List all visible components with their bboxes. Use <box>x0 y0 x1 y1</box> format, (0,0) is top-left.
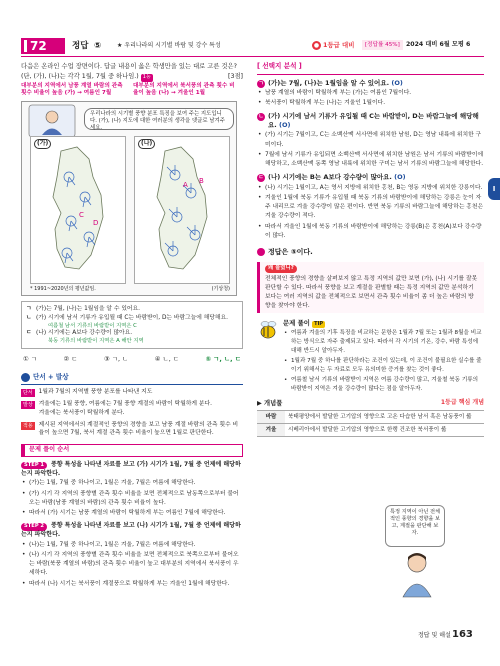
analysis-bullet: • 7월에 남서 기류가 유입되면 소백산맥 서사면에 위치한 남원은 남서 기류의 바람받이에 해당하고, 소백산맥 동쪽 영남 내륙에 위치한 구미는 남서 기류의 바람그늘에 해당한다. <box>257 151 484 170</box>
analysis-bullet: • 겨울인 1월에 북동 기류가 유입될 때 북동 기류의 바람받이에 해당하는 강릉은 눈이 자주 내리므로 겨울 강수량이 많은 편이다. 반면 북동 기류의 바람그늘에 해당하는 홍천은 겨울 강수량이 적다. <box>257 194 484 222</box>
analysis-item-status: (O) <box>279 121 291 130</box>
header-divider <box>21 56 484 57</box>
student-illustration <box>385 505 453 600</box>
clue-key: 단서 <box>23 390 33 397</box>
concept-table <box>257 410 484 437</box>
teacher-speech-bubble: 우리나라의 시기별 풍향 분포 특징을 보여 주는 지도입니다. (가), (나) 지도에 대한 여러분의 생각을 댓글로 남겨주세요. <box>84 108 234 130</box>
svg-text:A: A <box>183 180 188 189</box>
answer-label: 정답 <box>72 41 89 51</box>
analysis-item <box>257 173 484 241</box>
tip-chip: TIP <box>314 321 324 328</box>
concept-value: 북태평양에서 발달한 고기압의 영향으로 고온 다습한 남서 혹은 남동풍이 붊 <box>285 411 484 424</box>
step-2-tag: STEP 2 <box>21 523 47 531</box>
chapter-side-tab[interactable]: I <box>488 178 500 200</box>
concept-key: 겨울 <box>257 424 285 437</box>
answer-statement <box>257 247 484 257</box>
grade-label: 1등급 대비 <box>323 41 355 49</box>
analysis-bullet: • 남풍 계열의 바람이 탁월하게 부는 (가)는 여름인 7월이다. <box>257 89 484 98</box>
clue-text: 1월과 7월의 지역별 풍향 분포를 나타낸 지도 <box>38 389 153 396</box>
idea-text: 겨울에는 1월 풍향, 여름에는 7월 풍향 계절의 바람이 탁월하게 분다. <box>38 401 212 408</box>
analysis-item <box>257 79 484 109</box>
answer-dot-icon <box>257 248 265 256</box>
step-1-bullet: • 따라서 (가) 시기는 남풍 계열의 바람이 탁월하게 부는 여름인 7월에 해당한다. <box>21 509 243 518</box>
svg-text:D: D <box>93 218 99 227</box>
why-wrong-box <box>257 262 484 313</box>
solve-tip <box>257 319 484 394</box>
clue-row <box>21 388 243 397</box>
analysis-item <box>257 112 484 169</box>
step-2-bullet: • (나)는 1월, 7월 중 하나이고, 1월은 겨울, 7월은 여름에 해당한다. <box>21 541 243 550</box>
analysis-item-status: (O) <box>394 173 406 182</box>
analysis-item-title: (가)는 7월, (나)는 1월임을 알 수 있어요. <box>268 78 390 87</box>
option-correct[interactable]: ⑤ ㄱ, ㄴ, ㄷ <box>205 355 241 364</box>
question-topic: ★ 우리나라의 시기별 바람 및 강수 특성 <box>117 42 221 49</box>
statement-row <box>26 329 238 338</box>
svg-text:B: B <box>199 176 204 185</box>
statement-text: (가) 시기에 남서 기류가 유입될 때 C는 바람받이, D는 바람그늘에 해당해요. <box>36 314 228 321</box>
hint-row <box>21 83 243 98</box>
step-1 <box>21 461 243 478</box>
step-1-tag: STEP 1 <box>21 462 47 470</box>
tip-bullet: • 여름철 남서 기류의 바람받이 지역은 여름 강수량이 많고, 겨울철 북동 기류의 바람받이 지역은 겨울 강수량이 많다는 점을 알아두자. <box>283 376 484 394</box>
wind-map-figure <box>21 101 237 296</box>
hint-a: 대부분의 지역에서 남풍 계열 바람의 관측 횟수 비율이 높음 (가) → 여름인 7월 <box>21 82 123 97</box>
analysis-item-mark: ㄴ <box>258 114 264 121</box>
map-a <box>30 136 126 284</box>
why-wrong-text: 전체적인 풍향의 경향을 살펴보지 않고 특정 지역의 값만 보면 (가), (나) 시기를 잘못 판단할 수 있다. 따라서 풍향을 보고 계절을 판별할 때는 특정 지역의 값만 분석하기 보다는 여러 지역의 값을 전체적으로 보면서 관측 횟수 비율이 좀 더 높은 바람의 방향을 찾아야 한다. <box>265 276 478 310</box>
footer-label: 정답 및 해설 <box>418 632 451 639</box>
apply-text: 제시된 지역에서의 계절적인 풍향의 경향을 보고 남풍 계절 바람의 관측 횟수 비율이 높으면 7월, 북서 계절 관측 횟수 비율이 높으면 1월로 판단한다. <box>38 421 239 437</box>
statement-text: (나) 시기에는 A보다 강수량이 많아요. <box>36 330 133 337</box>
concept-row <box>257 411 484 424</box>
option[interactable]: ① ㄱ <box>23 355 37 364</box>
clue-section-title <box>21 373 243 383</box>
statement-note: 여름철 남서 기류의 바람받이 지역은 C <box>48 322 137 329</box>
step-1-title: 풍향 특성을 나타낸 자료를 보고 (가) 시기가 1월, 7월 중 언제에 해당하는지 파악한다. <box>21 460 241 477</box>
analysis-item-title: (가) 시기에 남서 기류가 유입될 때 C는 바람받이, D는 바람그늘에 해당해요. <box>268 112 479 130</box>
option[interactable]: ④ ㄴ, ㄷ <box>154 355 179 364</box>
question-text: 다음은 온라인 수업 장면이다. 답글 내용이 옳은 학생만을 있는 대로 고른 것은? (단, (가), (나)는 각각 1월, 7월 중 하나임.) <box>21 63 237 80</box>
clue-divider <box>21 384 243 385</box>
clue-icon <box>21 373 30 382</box>
analysis-divider <box>257 74 484 75</box>
why-wrong-tag: 왜 틀렸니? <box>265 265 297 273</box>
teacher-icon <box>28 104 76 138</box>
statement-note: 북동 기류의 바람받이 지역은 A 해안 지역 <box>48 338 144 345</box>
map-a-label: (가) <box>34 139 51 150</box>
right-column <box>257 62 484 437</box>
analysis-item-mark: ㄷ <box>258 175 264 182</box>
option[interactable]: ② ㄷ <box>63 355 78 364</box>
figure-source: (기상청) <box>211 285 230 292</box>
answer-statement-text: 정답은 ⑤이다. <box>268 248 313 257</box>
question-points: [3점] <box>227 72 243 80</box>
page-number: 163 <box>452 629 473 640</box>
figure-footnote: * 1991~2020년의 평년값임. <box>30 285 96 292</box>
concept-key: 바람 <box>257 411 285 424</box>
step-2-bullet: • 따라서 (나) 시기는 북서풍이 계절풍으로 탁월하게 부는 겨울인 1월에 해당한다. <box>21 580 243 589</box>
question-number-box <box>21 38 65 54</box>
step-2-bullet: • (나) 시기 각 지역의 풍향별 관측 횟수 비율을 보면 전체적으로 북쪽으로부터 불어오는 바람(북풍 계열의 바람)의 관측 횟수 비율이 높고 대부분의 지역에서 북서풍이 우세하다. <box>21 551 243 579</box>
analysis-bullet: • 따라서 겨울인 1월에 북동 기류의 바람받이에 해당하는 강릉(B)은 홍천(A)보다 강수량이 많다. <box>257 223 484 242</box>
tip-title: 문제 풀이 <box>283 319 310 328</box>
statement-text: (가)는 7월, (나)는 1월임을 알 수 있어요. <box>36 305 140 312</box>
concept-grade-label: 1등급 핵심 개념 <box>440 399 484 407</box>
map-b <box>134 136 230 284</box>
option[interactable]: ③ ㄱ, ㄴ <box>104 355 129 364</box>
hint-b: 대부분의 지역에서 북서풍의 관측 횟수 비율이 높음 (나) → 겨울인 1월 <box>133 82 235 97</box>
exam-source: 2024 대비 6월 모평 6 <box>406 41 471 48</box>
analysis-item-status: (O) <box>391 78 403 87</box>
correct-rate-badge: [정답률 45%] <box>362 40 403 50</box>
tip-bullet: • 여름과 겨울의 기후 특징을 비교하는 문항은 1월과 7월 또는 1월과 8월을 비교하는 방식으로 자주 출제되고 있다. 따라서 각 시기의 기온, 강수, 바람 특성에 대해 반드시 알아두자. <box>283 329 484 356</box>
concept-title: ▶ 개념풀 <box>257 400 283 408</box>
analysis-bullet: • 북서풍이 탁월하게 부는 (나)는 겨울인 1월이다. <box>257 99 484 108</box>
statement-box <box>21 301 243 350</box>
idea-bullet: 겨울에는 북서풍이 탁월하게 분다. <box>38 409 125 416</box>
statement-row <box>26 305 238 314</box>
left-column <box>21 62 243 589</box>
concept-box <box>257 399 484 437</box>
korea-map-a-icon <box>31 137 127 285</box>
statement-mark: ㄷ <box>26 330 32 337</box>
analysis-bullet: • (가) 시기는 7월이고, C는 소백산맥 서사면에 위치한 남원, D는 영남 내륙에 위치한 구미이다. <box>257 131 484 150</box>
idea-key: 발상 <box>23 402 33 409</box>
step-2-title: 풍향 특성을 나타낸 자료를 보고 (나) 시기가 1월, 7월 중 언제에 해당하는지 파악한다. <box>21 522 241 538</box>
student-icon <box>399 551 435 599</box>
analysis-item-mark: ㄱ <box>258 80 264 87</box>
page-header <box>0 0 500 58</box>
map-b-label: (나) <box>138 139 155 150</box>
grade-chip: 1등 <box>142 73 151 80</box>
step-1-bullet: • (가) 시기 각 지역의 풍향별 관측 횟수 비율을 보면 전체적으로 남동쪽으로부터 불어오는 바람(남풍 계열의 바람)의 관측 횟수 비율이 높다. <box>21 490 243 509</box>
answer-options <box>21 355 243 364</box>
analysis-heading: [ 선택지 분석 ] <box>257 62 302 70</box>
answer-value: ⑤ <box>94 41 102 51</box>
bee-mascot-icon <box>257 319 279 341</box>
svg-text:C: C <box>79 210 84 219</box>
question-number-bar <box>24 40 27 52</box>
question-number: 72 <box>30 39 47 53</box>
korea-map-b-icon <box>135 137 231 285</box>
idea-row <box>21 400 243 417</box>
statement-mark: ㄴ <box>26 314 32 321</box>
step-2 <box>21 522 243 539</box>
analysis-item-title: (나) 시기에는 B는 A보다 강수량이 많아요. <box>268 173 392 182</box>
student-speech-bubble: 특정 지역이 아닌 전체적인 풍향의 경향을 보고, 계절을 판단해 보자. <box>385 505 445 547</box>
step-1-bullet: • (가)는 1월, 7월 중 하나이고, 1월은 겨울, 7월은 여름에 해당한다. <box>21 479 243 488</box>
analysis-bullet: • (나) 시기는 1월이고, A는 영서 지방에 위치한 홍천, B는 영동 지방에 위치한 강릉이다. <box>257 184 484 193</box>
apply-key: 적용 <box>23 422 33 429</box>
statement-mark: ㄱ <box>26 305 32 312</box>
statement-row <box>26 314 238 323</box>
tip-bullet: • 1월과 7월 중 하나를 판단하라는 조건이 있는데, 이 조건이 불필요한 실수를 줄이기 위해서는 두 자료로 모두 유의미한 증거를 찾는 것이 좋다. <box>283 357 484 375</box>
clue-title-text: 단서 + 발상 <box>33 372 69 381</box>
solve-order-heading: 문제 풀이 순서 <box>21 444 243 457</box>
concept-value: 시베리아에서 발달한 고기압의 영향으로 한랭 건조한 북서풍이 붊 <box>285 424 484 437</box>
grade-target-icon: ● <box>313 42 320 49</box>
concept-row <box>257 424 484 437</box>
apply-row <box>21 421 243 438</box>
question-prompt <box>21 62 243 82</box>
